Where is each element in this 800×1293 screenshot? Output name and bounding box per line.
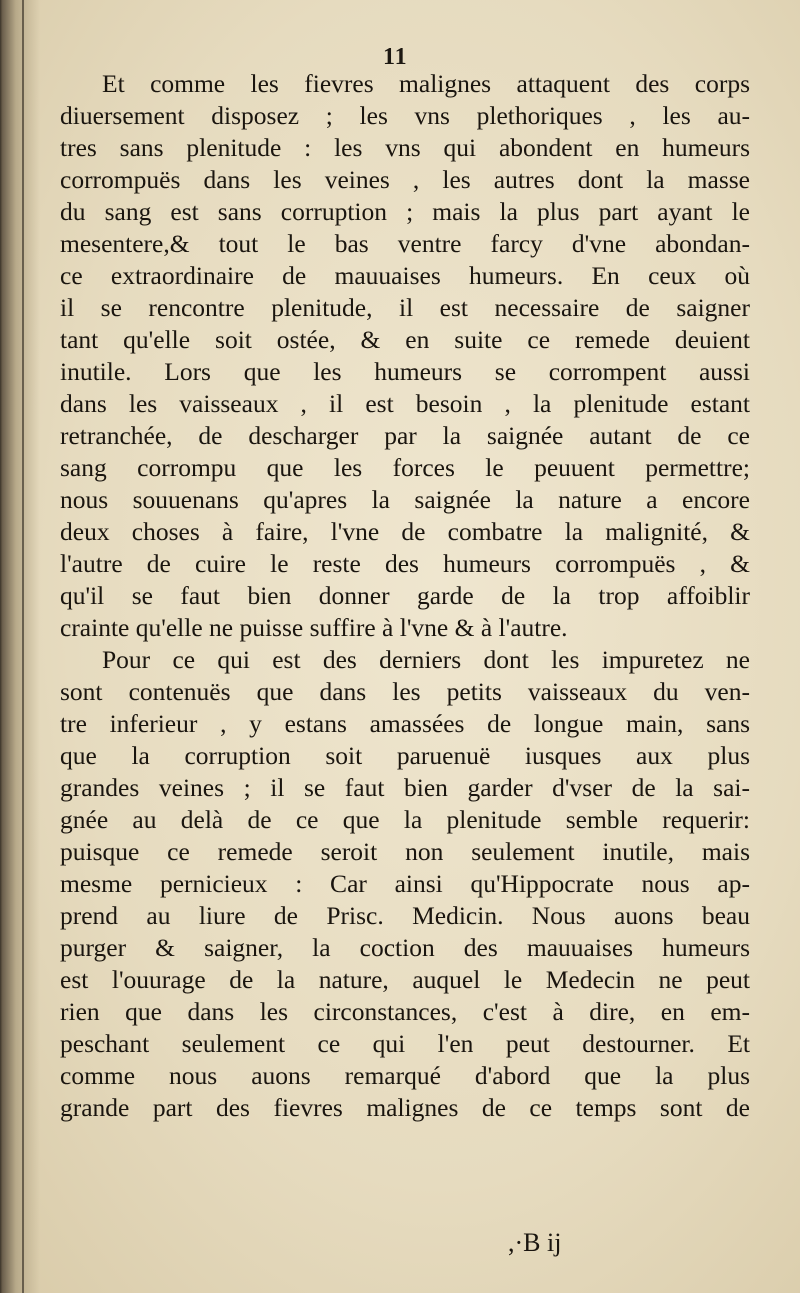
text-line: ce extraordinaire de mauuaises humeurs. En ceux où xyxy=(60,261,750,290)
signature-mark: ,·B ij xyxy=(508,1228,562,1257)
binding-gutter-shadow xyxy=(0,0,40,1293)
text-line: dans les vaisseaux , il est besoin , la plenitude estant xyxy=(60,389,750,418)
text-line: prend au liure de Prisc. Medicin. Nous auons beau xyxy=(60,901,750,930)
text-line: mesme pernicieux : Car ainsi qu'Hippocrate nous ap- xyxy=(60,869,750,898)
text-line: diuersement disposez ; les vns plethoriques , les au- xyxy=(60,101,750,130)
text-line: peschant seulement ce qui l'en peut destourner. Et xyxy=(60,1029,750,1058)
text-line: mesentere,& tout le bas ventre farcy d'vne abondan- xyxy=(60,229,750,258)
text-line: que la corruption soit paruenuë iusques aux plus xyxy=(60,741,750,770)
text-line: du sang est sans corruption ; mais la plus part ayant le xyxy=(60,197,750,226)
text-line: Et comme les fievres malignes attaquent des corps xyxy=(102,69,750,98)
text-line: tant qu'elle soit ostée, & en suite ce remede deuient xyxy=(60,325,750,354)
text-line: purger & saigner, la coction des mauuaises humeurs xyxy=(60,933,750,962)
page-number: 11 xyxy=(383,44,408,70)
text-line: nous souuenans qu'apres la saignée la nature a encore xyxy=(60,485,750,514)
text-line: sang corrompu que les forces le peuuent permettre; xyxy=(60,453,750,482)
binding-gutter-line xyxy=(22,0,24,1293)
text-line: l'autre de cuire le reste des humeurs corrompuës , & xyxy=(60,549,750,578)
text-line: il se rencontre plenitude, il est necessaire de saigner xyxy=(60,293,750,322)
text-line: puisque ce remede seroit non seulement inutile, mais xyxy=(60,837,750,866)
text-line: tre inferieur , y estans amassées de longue main, sans xyxy=(60,709,750,738)
body-text xyxy=(60,68,750,1124)
text-line: rien que dans les circonstances, c'est à dire, en em- xyxy=(60,997,750,1026)
text-line: deux choses à faire, l'vne de combatre la malignité, & xyxy=(60,517,750,546)
text-line: grandes veines ; il se faut bien garder d'vser de la sai- xyxy=(60,773,750,802)
text-line: crainte qu'elle ne puisse suffire à l'vne & à l'autre. xyxy=(60,613,568,642)
text-line: est l'ouurage de la nature, auquel le Medecin ne peut xyxy=(60,965,750,994)
text-line: tres sans plenitude : les vns qui abondent en humeurs xyxy=(60,133,750,162)
text-line: retranchée, de descharger par la saignée autant de ce xyxy=(60,421,750,450)
text-line: corrompuës dans les veines , les autres dont la masse xyxy=(60,165,750,194)
text-line: sont contenuës que dans les petits vaisseaux du ven- xyxy=(60,677,750,706)
text-line: gnée au delà de ce que la plenitude semble requerir: xyxy=(60,805,750,834)
text-line: qu'il se faut bien donner garde de la trop affoiblir xyxy=(60,581,750,610)
text-line: Pour ce qui est des derniers dont les impuretez ne xyxy=(102,645,750,674)
text-line: comme nous auons remarqué d'abord que la plus xyxy=(60,1061,750,1090)
text-line: grande part des fievres malignes de ce temps sont de xyxy=(60,1093,750,1122)
text-line: inutile. Lors que les humeurs se corrompent aussi xyxy=(60,357,750,386)
